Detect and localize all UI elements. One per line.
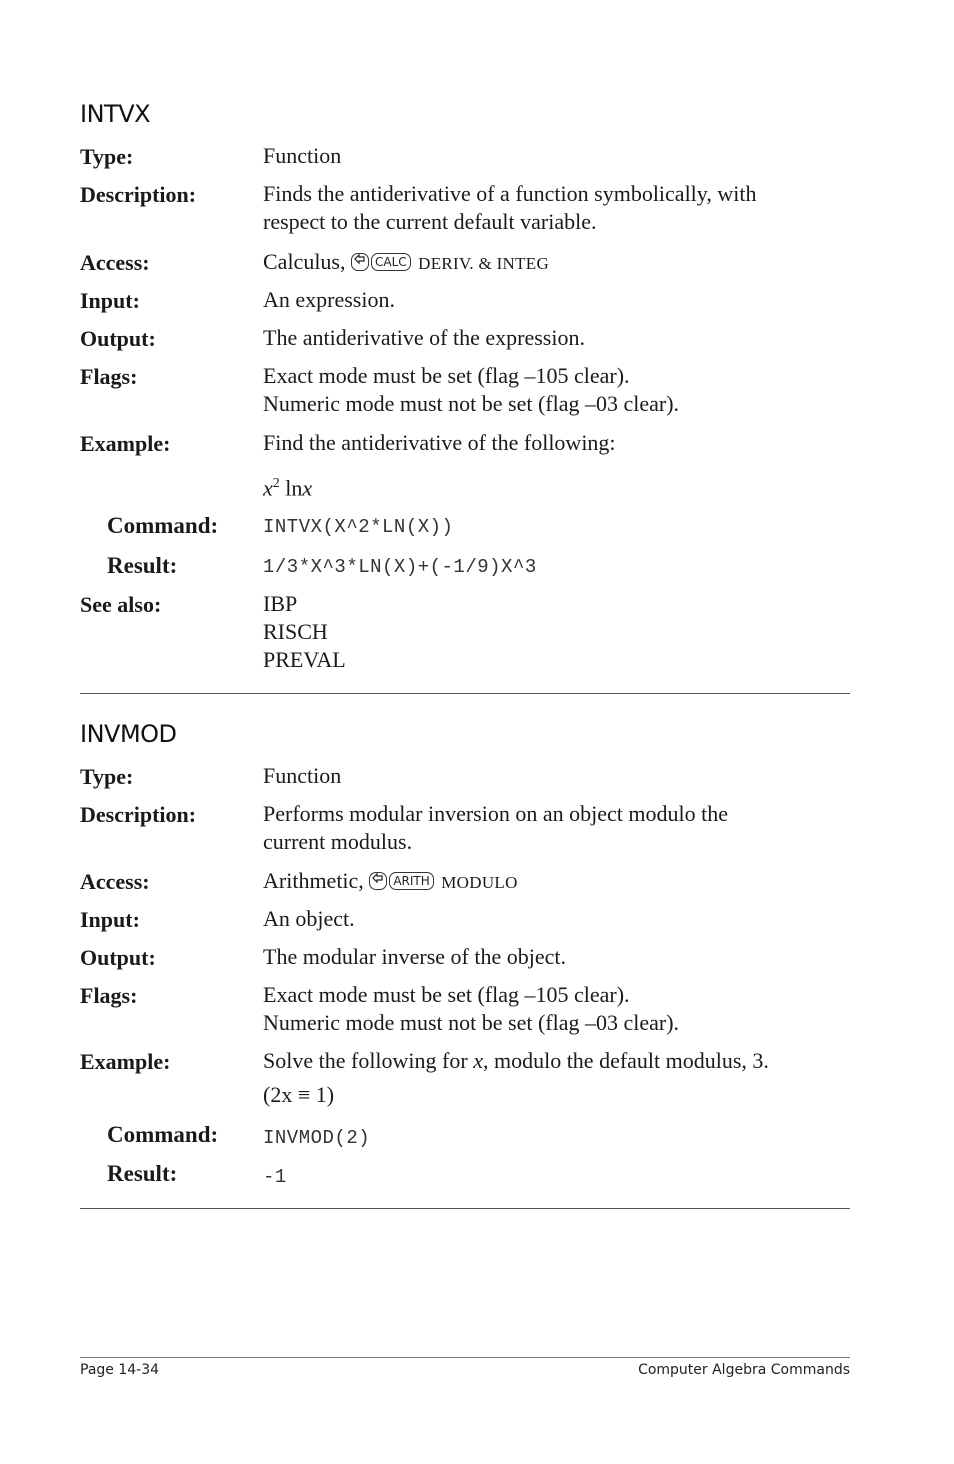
invmod-output-label: Output:	[80, 945, 156, 970]
footer-rule	[80, 1357, 850, 1358]
intvx-input-label: Input:	[80, 288, 140, 313]
intvx-example-value: Find the antiderivative of the following:	[263, 430, 616, 455]
intvx-access-label: Access:	[80, 250, 150, 275]
invmod-heading: INVMOD	[80, 720, 177, 748]
intvx-access-menu: DERIV. & INTEG	[418, 254, 550, 273]
invmod-example-post: , modulo the default modulus, 3.	[482, 1048, 769, 1073]
invmod-command-label: Command:	[107, 1122, 219, 1147]
left-shift-key-icon	[351, 253, 369, 271]
intvx-result-value: 1/3*X^3*LN(X)+(-1/9)X^3	[263, 556, 537, 578]
section-divider	[80, 693, 850, 694]
invmod-flags-line: Exact mode must be set (flag –105 clear).	[263, 982, 630, 1007]
invmod-example-label: Example:	[80, 1049, 171, 1074]
invmod-example-expression: (2x ≡ 1)	[263, 1082, 335, 1107]
intvx-access-prefix: Calculus,	[263, 249, 346, 274]
invmod-example-var: x	[473, 1048, 483, 1073]
intvx-flags-line: Exact mode must be set (flag –105 clear).	[263, 363, 630, 388]
invmod-output-value: The modular inverse of the object.	[263, 944, 567, 969]
invmod-access-menu: MODULO	[441, 873, 518, 892]
intvx-see-also-list	[263, 590, 346, 674]
invmod-example-pre: Solve the following for	[263, 1048, 474, 1073]
invmod-access-prefix: Arithmetic,	[263, 868, 364, 893]
intvx-type-value: Function	[263, 143, 342, 168]
invmod-input-label: Input:	[80, 907, 140, 932]
invmod-example-value	[263, 1047, 769, 1075]
section-divider	[80, 1208, 850, 1209]
invmod-description	[263, 800, 728, 856]
intvx-description-label: Description:	[80, 182, 197, 207]
see-also-item: PREVAL	[263, 647, 346, 672]
invmod-result-value: -1	[263, 1166, 287, 1188]
invmod-input-value: An object.	[263, 906, 355, 931]
chapter-title: Computer Algebra Commands	[638, 1362, 850, 1378]
intvx-flags	[263, 362, 679, 418]
intvx-flags-line: Numeric mode must not be set (flag –03 clear).	[263, 391, 680, 416]
expr-exponent: 2	[272, 476, 280, 491]
expr-ln: ln	[285, 475, 303, 501]
intvx-see-also-label: See also:	[80, 592, 162, 617]
arith-key-icon: ARITH	[389, 872, 433, 890]
intvx-example-expression	[263, 470, 312, 502]
intvx-description-line: Finds the antiderivative of a function symbolically, with	[263, 181, 757, 206]
intvx-description	[263, 180, 756, 236]
invmod-description-line: Performs modular inversion on an object modulo the	[263, 801, 728, 826]
page-number: Page 14-34	[80, 1362, 160, 1378]
intvx-type-label: Type:	[80, 144, 134, 169]
invmod-flags-line: Numeric mode must not be set (flag –03 clear).	[263, 1010, 680, 1035]
intvx-input-value: An expression.	[263, 287, 395, 312]
intvx-flags-label: Flags:	[80, 364, 138, 389]
invmod-command-value: INVMOD(2)	[263, 1127, 371, 1149]
intvx-command-value: INTVX(X^2*LN(X))	[263, 516, 454, 538]
see-also-item: RISCH	[263, 619, 328, 644]
invmod-access-label: Access:	[80, 869, 150, 894]
invmod-result-label: Result:	[107, 1161, 178, 1186]
intvx-heading: INTVX	[80, 100, 151, 128]
invmod-flags-label: Flags:	[80, 983, 138, 1008]
intvx-description-line: respect to the current default variable.	[263, 209, 597, 234]
intvx-command-label: Command:	[107, 513, 219, 538]
intvx-output-label: Output:	[80, 326, 156, 351]
see-also-item: IBP	[263, 591, 298, 616]
intvx-example-label: Example:	[80, 431, 171, 456]
calc-key-icon: CALC	[371, 253, 411, 271]
invmod-type-value: Function	[263, 763, 342, 788]
intvx-result-label: Result:	[107, 553, 178, 578]
invmod-description-line: current modulus.	[263, 829, 413, 854]
invmod-type-label: Type:	[80, 764, 134, 789]
invmod-flags	[263, 981, 679, 1037]
expr-x: x	[302, 475, 313, 501]
expr-x: x	[263, 475, 273, 501]
intvx-access-value	[263, 248, 549, 278]
left-shift-key-icon	[369, 872, 387, 890]
intvx-output-value: The antiderivative of the expression.	[263, 325, 585, 350]
invmod-description-label: Description:	[80, 802, 197, 827]
invmod-access-value	[263, 867, 518, 897]
